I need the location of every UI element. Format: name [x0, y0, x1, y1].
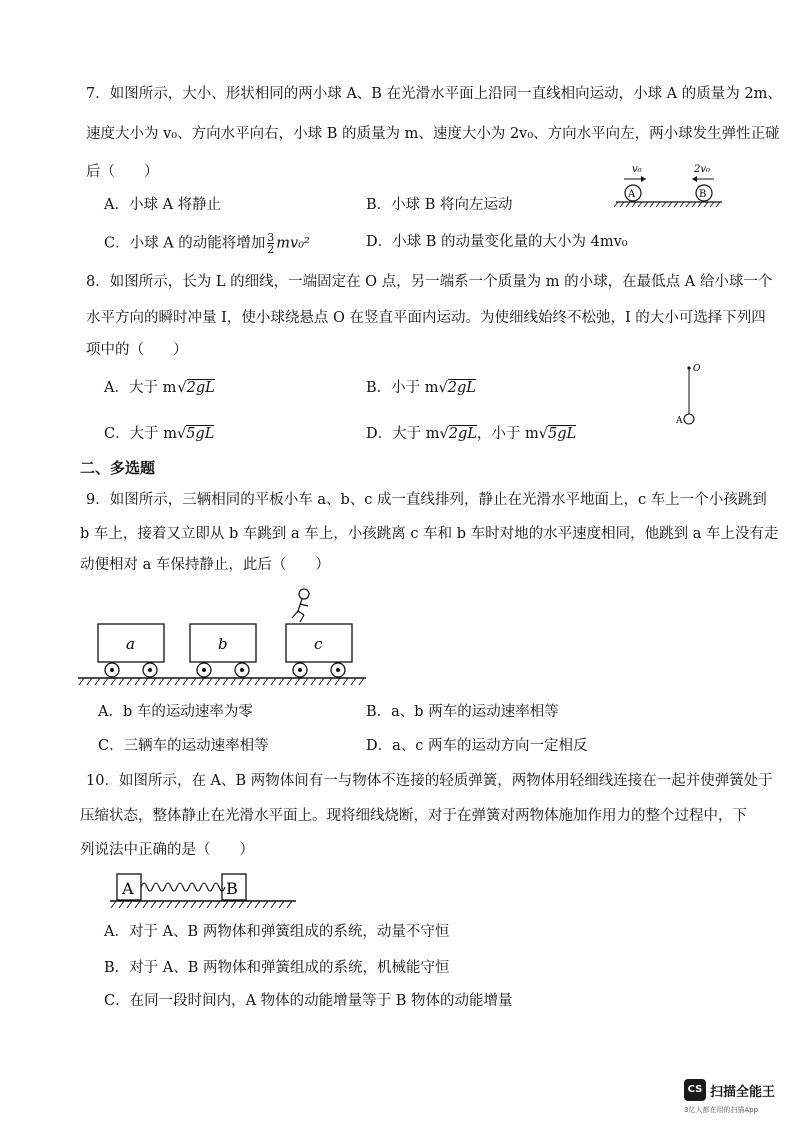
- q8-option-a-radicand: 2gL: [186, 380, 215, 396]
- q7-arrowhead-right: [641, 176, 646, 182]
- scanner-logo-icon: CS: [684, 1079, 706, 1101]
- q10-block-b-label: B: [226, 879, 238, 898]
- q8-option-d-radicand1: 2gL: [448, 426, 477, 442]
- q8-option-c: [104, 424, 214, 444]
- q8-ball: [684, 414, 694, 424]
- q8-line1: 8．如图所示，长为 L 的细线，一端固定在 O 点，另一端系一个质量为 m 的小球，在最低点 A 给小球一个: [86, 274, 773, 290]
- q7-line1: 7．如图所示，大小、形状相同的两小球 A、B 在光滑水平面上沿同一直线相向运动，小球 A 的质量为 2m、: [86, 86, 782, 102]
- q9-cart-c-label: c: [314, 635, 323, 653]
- q8-option-d-text: D．大于 m: [366, 426, 440, 442]
- q9-option-b: B．a、b 两车的运动速率相等: [366, 704, 559, 720]
- q10-spring-figure: [110, 872, 310, 912]
- q10-ground-hatch: [111, 901, 292, 908]
- q8-label-o: O: [693, 364, 701, 374]
- scanner-app-name: 扫描全能王: [710, 1085, 776, 1100]
- q9-option-a: A．b 车的运动速率为零: [98, 704, 253, 720]
- q9-child-figure: [292, 589, 309, 622]
- q8-option-b-text: B．小于 m: [366, 380, 439, 396]
- q8-option-d-mid: ，小于 m: [476, 426, 539, 442]
- q7-arrowhead-left: [692, 176, 697, 182]
- q10-block-a-label: A: [122, 879, 134, 898]
- q10-option-a: A．对于 A、B 两物体和弹簧组成的系统，动量不守恒: [104, 924, 450, 940]
- q10-line2: 压缩状态，整体静止在光滑水平面上。现将细线烧断，对于在弹簧对两物体施加作用力的整个过程中，下: [80, 808, 747, 824]
- q10-line1: 10．如图所示，在 A、B 两物体间有一与物体不连接的轻质弹簧，两物体用轻细线连接在一起并使弹簧处于: [86, 773, 773, 789]
- section-heading-multiple-choice: 二、多选题: [80, 459, 156, 477]
- q8-pendulum-figure: [674, 362, 714, 432]
- q7-ground-hatch: [614, 202, 720, 207]
- q9-cart-b-label: b: [218, 635, 228, 653]
- scanner-tagline: 3亿人都在用的扫描App: [684, 1106, 759, 1114]
- q8-option-d-radicand2: 5gL: [547, 426, 577, 442]
- q10-line3: 列说法中正确的是（ ）: [80, 842, 254, 858]
- q9-option-c: C．三辆车的运动速率相等: [98, 738, 269, 754]
- q7-fraction-num: 3: [267, 231, 275, 244]
- q8-option-c-text: C．大于 m: [104, 426, 177, 442]
- q8-line2: 水平方向的瞬时冲量 I，使小球绕悬点 O 在竖直平面内运动。为使细线始终不松弛，I 的大小可选择下列四: [86, 310, 766, 326]
- q8-option-b-sqrt: √: [438, 380, 448, 396]
- q8-option-c-radicand: 5gL: [186, 426, 215, 442]
- q8-option-b-radicand: 2gL: [447, 380, 476, 396]
- q9-wheels: [105, 663, 345, 677]
- q7-collision-figure: [614, 162, 724, 212]
- q7-option-c: [104, 232, 310, 255]
- q7-option-a: A．小球 A 将静止: [104, 197, 222, 213]
- q8-option-a: [104, 378, 215, 398]
- q9-line1: 9．如图所示，三辆相同的平板小车 a、b、c 成一直线排列，静止在光滑水平地面上，c 车上一个小孩跳到: [86, 492, 767, 508]
- q10-option-b: B．对于 A、B 两物体和弹簧组成的系统，机械能守恒: [104, 960, 450, 976]
- q7-label-vb: 2v₀: [694, 164, 711, 175]
- q9-wheel-hubs: [110, 668, 340, 672]
- q9-line2: b 车上，接着又立即从 b 车跳到 a 车上，小孩跳离 c 车和 b 车时对地的水平速度相同，他跳到 a 车上没有走: [80, 526, 779, 542]
- q10-spring: [141, 883, 225, 891]
- q7-fraction-den: 2: [267, 243, 275, 256]
- q9-line3: 动便相对 a 车保持静止，此后（ ）: [80, 557, 330, 573]
- q8-option-b: [366, 378, 476, 398]
- q8-line3: 项中的（ ）: [86, 342, 188, 358]
- q7-option-c-prefix: C．小球 A 的动能将增加: [104, 235, 266, 252]
- q7-option-c-fraction: [267, 232, 274, 255]
- q9-ground-hatch: [79, 678, 364, 685]
- q9-cart-a-label: a: [126, 635, 135, 653]
- q7-label-va: v₀: [632, 164, 642, 175]
- q8-option-a-sqrt: √: [177, 380, 187, 396]
- q7-line2: 速度大小为 v₀、方向水平向右，小球 B 的质量为 m、速度大小为 2v₀、方向水平向左，两小球发生弹性正碰: [86, 126, 780, 142]
- q7-ball-a-label: A: [628, 189, 636, 200]
- q7-option-d: D．小球 B 的动量变化量的大小为 4mv₀: [366, 234, 628, 250]
- q8-option-c-sqrt: √: [176, 426, 187, 442]
- q8-option-d-sqrt1: √: [439, 426, 449, 442]
- q9-carts-figure: [78, 584, 368, 694]
- q8-label-a: A: [676, 416, 683, 426]
- q7-option-c-suffix: mv₀²: [276, 235, 310, 252]
- q9-option-d: D．a、c 两车的运动方向一定相反: [366, 738, 588, 754]
- q8-option-d-sqrt2: √: [538, 426, 548, 442]
- q7-line3: 后（ ）: [86, 164, 159, 180]
- q8-option-d: [366, 424, 576, 444]
- q7-option-b: B．小球 B 将向左运动: [366, 197, 513, 213]
- q8-option-a-text: A．大于 m: [104, 380, 177, 396]
- q7-ball-b-label: B: [699, 189, 707, 200]
- q10-option-c: C．在同一段时间内，A 物体的动能增量等于 B 物体的动能增量: [104, 993, 513, 1009]
